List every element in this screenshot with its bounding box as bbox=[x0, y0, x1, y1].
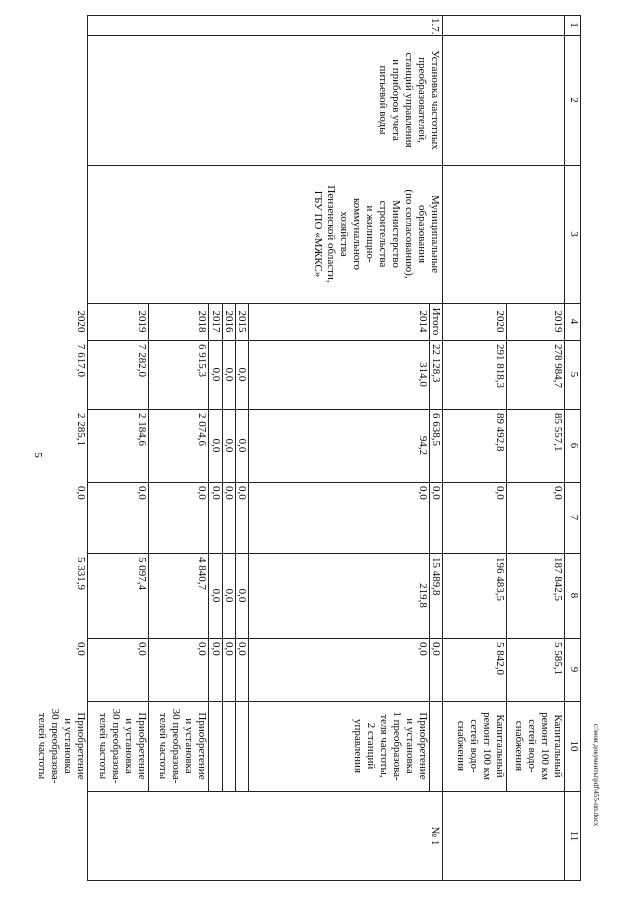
table-cell-value: 0,0 bbox=[75, 642, 87, 656]
table-cell-year: 2019 bbox=[136, 310, 148, 333]
header-col-7: 7 bbox=[568, 514, 580, 521]
table-cell-year: Итого bbox=[430, 307, 442, 336]
table-cell-value: 0,0 bbox=[210, 642, 222, 656]
table-cell-value: 0,0 bbox=[75, 486, 87, 500]
table-cell-year: 2020 bbox=[494, 310, 506, 333]
table-cell-value: 2 184,6 bbox=[136, 413, 148, 446]
table-cell-value: 0,0 bbox=[494, 486, 506, 500]
table-cell-value: 2 074,6 bbox=[196, 413, 208, 446]
table-cell-description: Капитальный ремонт 100 км сетей водо- снабжения bbox=[513, 712, 564, 780]
table-cell-total: 0,0 bbox=[210, 367, 222, 382]
table-cell-value: 0,0 bbox=[136, 486, 148, 500]
table-cell-total: 0,0 bbox=[223, 367, 235, 382]
table-cell-value: 0,0 bbox=[430, 486, 442, 500]
table-cell-value: 4 840,7 bbox=[196, 557, 208, 590]
header-col-2: 2 bbox=[568, 97, 580, 103]
header-rule bbox=[564, 15, 565, 881]
table-cell-value: 0,0 bbox=[417, 486, 429, 500]
header-col-8: 8 bbox=[568, 592, 580, 599]
row-rule bbox=[506, 303, 507, 792]
table-cell-value: 0,0 bbox=[430, 642, 442, 656]
header-col-9: 9 bbox=[568, 666, 580, 673]
table-cell-year: 2014 bbox=[417, 310, 429, 333]
table-cell-total: 7 282,0 bbox=[136, 344, 148, 377]
table-cell-total: 291 818,3 bbox=[494, 344, 506, 388]
header-col-4: 4 bbox=[568, 318, 580, 325]
table-cell-value: 0,0 bbox=[136, 642, 148, 656]
item-executor: Муниципальные образования (по согласованию), Министерство строительства и жилищно- коммунального хозяйства Пензенской области, ГБУ ПО «МЖКС» bbox=[312, 185, 441, 283]
table-cell-total: 278 984,7 bbox=[552, 344, 564, 388]
table-cell-value: 0,0 bbox=[210, 486, 222, 500]
table-cell-year: 2017 bbox=[210, 310, 222, 333]
header-col-6: 6 bbox=[568, 442, 580, 449]
table-cell-year: 2018 bbox=[196, 310, 208, 333]
table-cell-description: Приобретение и установка 1 преобразова- теля частоты, 2 станций управления bbox=[352, 711, 429, 781]
table-cell-value: 5 585,1 bbox=[552, 642, 564, 675]
table-rotation-frame bbox=[36, 15, 581, 881]
table-cell-value: 0,0 bbox=[236, 642, 248, 656]
table-cell-description: Приобретение и установка 30 преобразова- телей частоты bbox=[157, 708, 208, 784]
table-cell-value: 6 638,5 bbox=[430, 413, 442, 446]
table-cell-total: 22 128,3 bbox=[430, 344, 442, 383]
table-cell-value: 0,0 bbox=[196, 486, 208, 500]
table-cell-value: 0,0 bbox=[223, 588, 235, 603]
table-cell-total: 0,0 bbox=[236, 367, 248, 382]
table-border-bottom bbox=[87, 15, 88, 881]
table-cell-year: 2016 bbox=[223, 310, 235, 333]
table-cell-value: 0,0 bbox=[236, 438, 248, 453]
column-divider bbox=[87, 35, 581, 36]
table-cell-description: Приобретение и установка 30 преобразова- телей частоты bbox=[97, 708, 148, 784]
header-col-1: 1 bbox=[568, 22, 580, 28]
page-number: 5 bbox=[32, 452, 44, 458]
header-col-3: 3 bbox=[568, 231, 580, 237]
table-cell-year: 2020 bbox=[75, 310, 87, 333]
table-cell-value: 2 285,1 bbox=[75, 413, 87, 446]
table-cell-value: 0,0 bbox=[417, 642, 429, 656]
header-col-10: 10 bbox=[568, 740, 580, 752]
header-col-5: 5 bbox=[568, 371, 580, 378]
table-cell-value: 0,0 bbox=[223, 438, 235, 453]
item-reference: № 1 bbox=[429, 826, 441, 846]
table-cell-value: 0,0 bbox=[196, 642, 208, 656]
row-rule bbox=[148, 303, 149, 792]
table-cell-value: 89 492,8 bbox=[494, 413, 506, 452]
table-cell-description: Капитальный ремонт 100 км сетей водо- снабжения bbox=[455, 712, 506, 780]
table-cell-value: 85 557,1 bbox=[552, 413, 564, 452]
table-cell-value: 0,0 bbox=[223, 486, 235, 500]
item-name: Установка частотных преобразователей, станций управления и приборов учета питьевой воды bbox=[377, 50, 441, 150]
table-cell-total: 314,0 bbox=[417, 362, 429, 387]
table-cell-description: Приобретение и установка 30 преобразова- телей частоты bbox=[36, 708, 87, 784]
table-cell-value: 0,0 bbox=[223, 642, 235, 656]
table-cell-total: 6 915,3 bbox=[196, 344, 208, 377]
footer-file-path: c:\мои документы\pdf\455-пп.docx bbox=[592, 723, 600, 827]
table-cell-total: 7 617,0 bbox=[75, 344, 87, 377]
table-cell-value: 5 331,9 bbox=[75, 557, 87, 590]
table-cell-year: 2015 bbox=[236, 310, 248, 333]
budget-table bbox=[36, 15, 581, 881]
table-cell-value: 0,0 bbox=[210, 438, 222, 453]
table-cell-value: 187 842,5 bbox=[552, 557, 564, 601]
table-cell-value: 94,2 bbox=[417, 435, 429, 456]
row-rule bbox=[248, 303, 249, 792]
table-cell-value: 0,0 bbox=[236, 588, 248, 603]
table-border-top bbox=[580, 15, 581, 881]
header-col-11: 11 bbox=[568, 830, 580, 842]
table-cell-value: 0,0 bbox=[552, 486, 564, 500]
table-cell-value: 196 483,5 bbox=[494, 557, 506, 601]
table-cell-value: 0,0 bbox=[210, 588, 222, 603]
table-cell-value: 15 489,8 bbox=[430, 557, 442, 596]
table-cell-value: 5 097,4 bbox=[136, 557, 148, 590]
section-rule bbox=[442, 15, 443, 881]
table-cell-year: 2019 bbox=[552, 310, 564, 333]
table-cell-value: 5 842,0 bbox=[494, 642, 506, 675]
item-number: 1.7. bbox=[429, 18, 441, 35]
table-cell-value: 219,8 bbox=[417, 583, 429, 608]
table-border-right bbox=[87, 880, 581, 881]
table-border-left bbox=[87, 15, 581, 16]
table-cell-value: 0,0 bbox=[236, 486, 248, 500]
